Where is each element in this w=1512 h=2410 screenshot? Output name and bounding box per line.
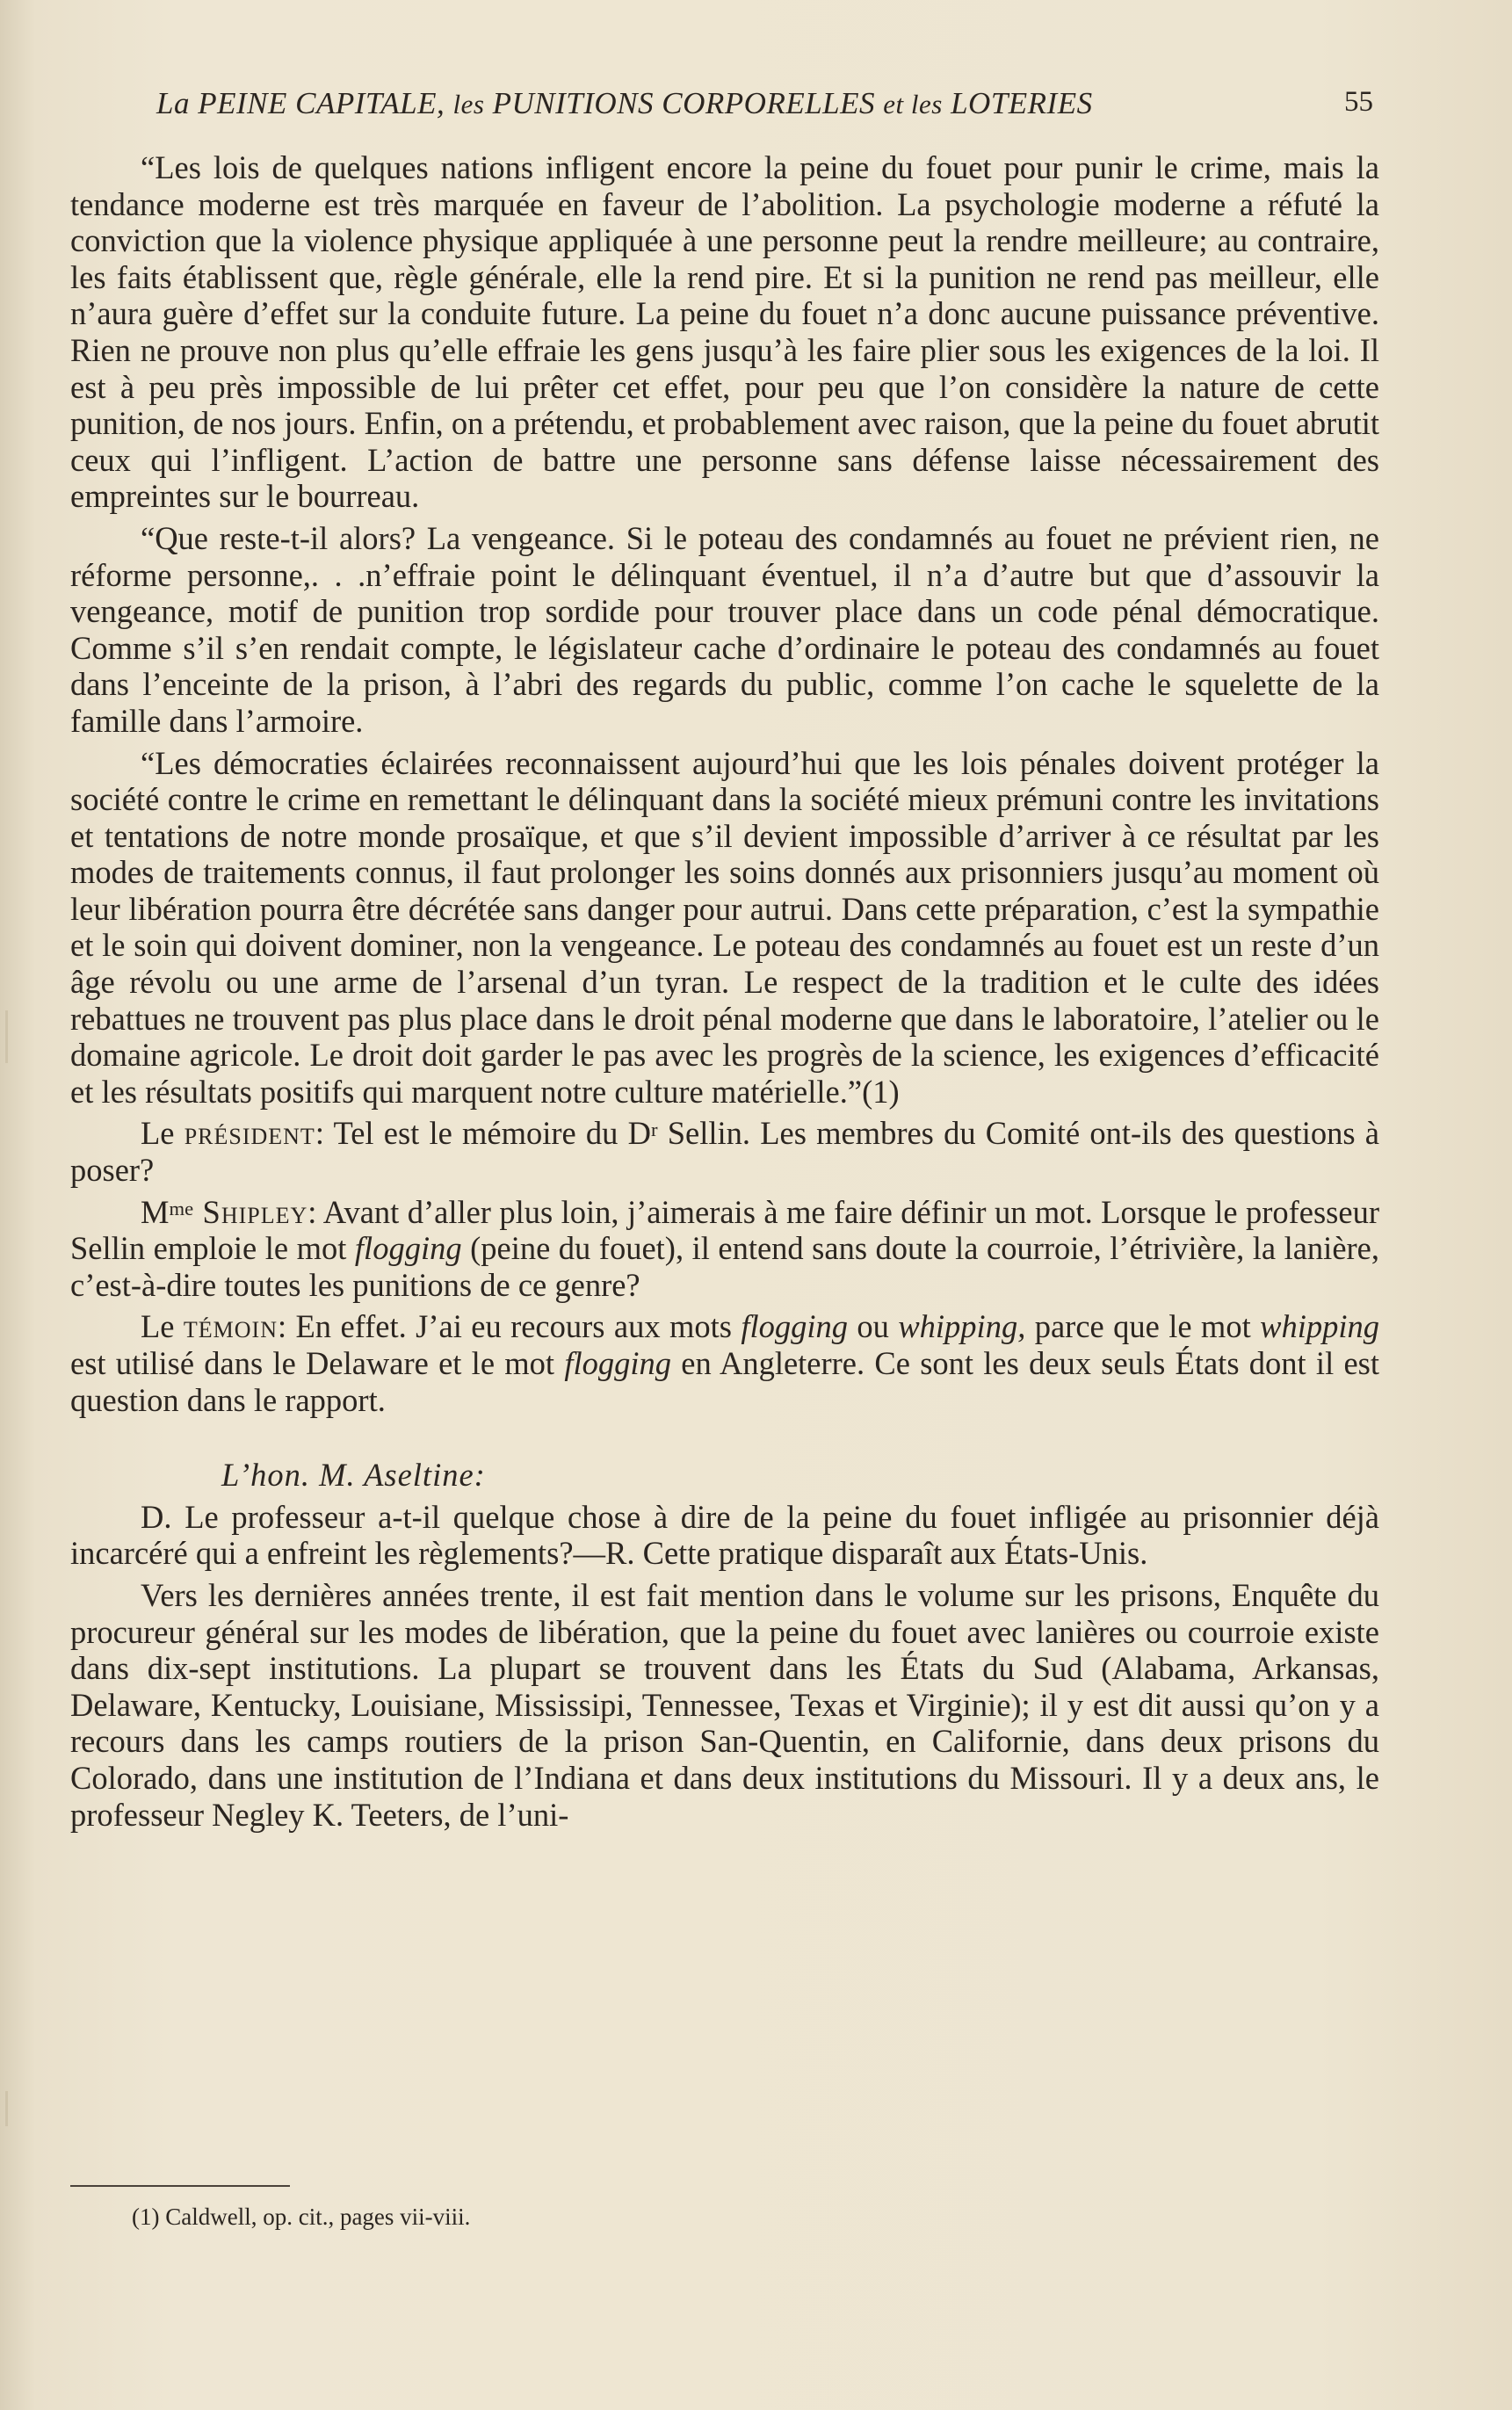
header-title-part1: La PEINE CAPITALE, (156, 86, 445, 120)
header-title-part2: PUNITIONS CORPORELLES (492, 86, 876, 120)
paragraph: “Les lois de quelques nations infligent encore la peine du fouet pour punir le crime, mais la tendance moderne est très marquée en faveur de l’abolition. La psychologie moderne a réfuté la conviction que la violence physique appliquée à une personne peut la rendre meilleure; au contraire, les faits établissent que, règle générale, elle la rend pire. Et si la punition ne rend pas meilleur, elle n’aura guère d’effet sur la conduite future. La peine du fouet n’a donc aucune puissance préventive. Rien ne prouve non plus qu’elle effraie les gens jusqu’à les faire plier sous les exigences de la loi. Il est à peu près impossible de lui prêter cet effet, pour peu que l’on considère la nature de cette punition, de nos jours. Enfin, on a prétendu, et probablement avec raison, que la peine du fouet abrutit ceux qui l’infligent. L’action de battre une personne sans défense laisse nécessairement des empreintes sur le bourreau. (70, 149, 1379, 515)
paragraph-text: (peine du fouet), il entend sans doute la courroie, l’étrivière, la lanière, c’est-à-dire toutes les punitions de ce genre? (70, 1230, 1379, 1303)
superscript: me (169, 1197, 194, 1219)
paragraph-text: “Les démocraties éclairées reconnaissent aujourd’hui que les lois pénales doivent protéger la société contre le crime en remettant le délinquant dans la société mieux prémuni contre les invitations et tentations de notre monde prosaïque, et que s’il devient impossible d’arriver à ce résultat par les modes de traitements connus, il faut prolonger les soins donnés aux prisonniers jusqu’au moment où leur libération pourra être décrétée sans danger pour autrui. Dans cette préparation, c’est la sympathie et le soin qui doivent dominer, non la vengeance. Le poteau des condamnés au fouet est un reste d’un âge révolu ou une arme de l’arsenal d’un tyran. Le respect de la tradition et le culte des idées rebattues ne trouvent pas plus place dans le droit pénal moderne que dans le laboratoire, l’atelier ou le domaine agricole. Le droit doit garder le pas avec les progrès de la science, les exigences d’efficacité et les résultats positifs qui marquent notre culture matérielle.” (70, 744, 1379, 1110)
paragraph: D. Le professeur a-t-il quelque chose à dire de la peine du fouet infligée au prisonnier déjà incarcéré qui a enfreint les règlements?—R. Cette pratique disparaît aux États-Unis. (70, 1498, 1379, 1572)
paragraph (70, 520, 1379, 740)
header-et-les: et les (883, 89, 943, 119)
paragraph-text: parce que le mot (1025, 1308, 1261, 1345)
paragraph (70, 1308, 1379, 1418)
paragraph-text: est utilisé dans le Delaware et le mot (70, 1345, 565, 1381)
section-subheading: L’hon. M. Aseltine: (221, 1457, 486, 1494)
margin-scan-mark (5, 2091, 8, 2126)
header-title-part3: LOTERIES (951, 86, 1093, 120)
speaker-name: témoin (183, 1308, 278, 1345)
footnote (132, 2204, 470, 2231)
running-header (156, 86, 1386, 121)
paragraph (70, 1115, 1379, 1188)
paragraph (70, 745, 1379, 1111)
superscript: r (650, 1118, 658, 1141)
paragraph-text: Sellin. Les membres du Comité ont-ils des questions à poser? (70, 1115, 1379, 1189)
italic-word: whipping, (898, 1308, 1026, 1345)
footnote-mark: (1) (132, 2204, 160, 2230)
paragraph: Vers les dernières années trente, il est fait mention dans le volume sur les prisons, Enquête du procureur général sur les modes de libération, que la peine du fouet avec lanières ou courroie existe dans dix-sept institutions. La plupart se trouvent dans les États du Sud (Alabama, Arkansas, Delaware, Kentucky, Louisiane, Mississipi, Tennessee, Texas et Virginie); il y est dit aussi qu’on y a recours dans les camps routiers de la prison San-Quentin, en Californie, dans deux prisons du Colorado, dans une institution de l’Indiana et dans deux institutions du Missouri. Il y a deux ans, le professeur Negley K. Teeters, de l’uni- (70, 1576, 1379, 1833)
margin-scan-mark (5, 1010, 8, 1063)
paragraph-text: en Angleterre. Ce sont les deux seuls États dont il est question dans le rapport. (70, 1345, 1380, 1418)
page-number: 55 (1344, 86, 1373, 118)
italic-word: flogging (354, 1230, 462, 1267)
body-text (70, 149, 1379, 1833)
italic-word: whipping (1260, 1308, 1379, 1345)
speaker-prefix: M (141, 1193, 170, 1230)
paragraph-text: : En effet. J’ai eu recours aux mots (277, 1308, 742, 1345)
speaker-prefix: Le (141, 1115, 175, 1152)
paragraph-text: ou (848, 1308, 899, 1345)
speaker-name: président (184, 1115, 315, 1152)
paragraph-text: : Avant d’aller plus loin, j’aimerais à me faire définir un mot. Lorsque le professeur Sellin emploie le mot (70, 1193, 1379, 1267)
footnote-text: Caldwell, op. cit., pages vii-viii. (165, 2204, 471, 2230)
paragraph-text: “Que reste-t-il alors? La vengeance. Si le poteau des condamnés au fouet ne prévient rien, ne réforme personne,. . .n’effraie point le délinquant éventuel, il n’a d’autre but que d’assouvir la vengeance, motif de punition trop sordide pour trouver place dans un code pénal démocratique. Comme s’il s’en rendait compte, le législateur cache d’ordinaire le poteau des condamnés au fouet dans l’enceinte de la prison, à l’abri des regards du public, comme l’on cache le squelette de la famille dans l’armoire. (70, 519, 1379, 739)
footnote-divider (70, 2185, 290, 2187)
italic-word: flogging (741, 1308, 849, 1345)
footnote-reference: (1) (862, 1073, 900, 1110)
italic-word: flogging (564, 1345, 672, 1381)
paragraph (70, 1194, 1379, 1304)
paragraph-text: : Tel est le mémoire du D (315, 1115, 651, 1152)
header-les: les (452, 89, 485, 119)
speaker-prefix: Le (141, 1308, 175, 1345)
speaker-name: Shipley (193, 1193, 308, 1230)
